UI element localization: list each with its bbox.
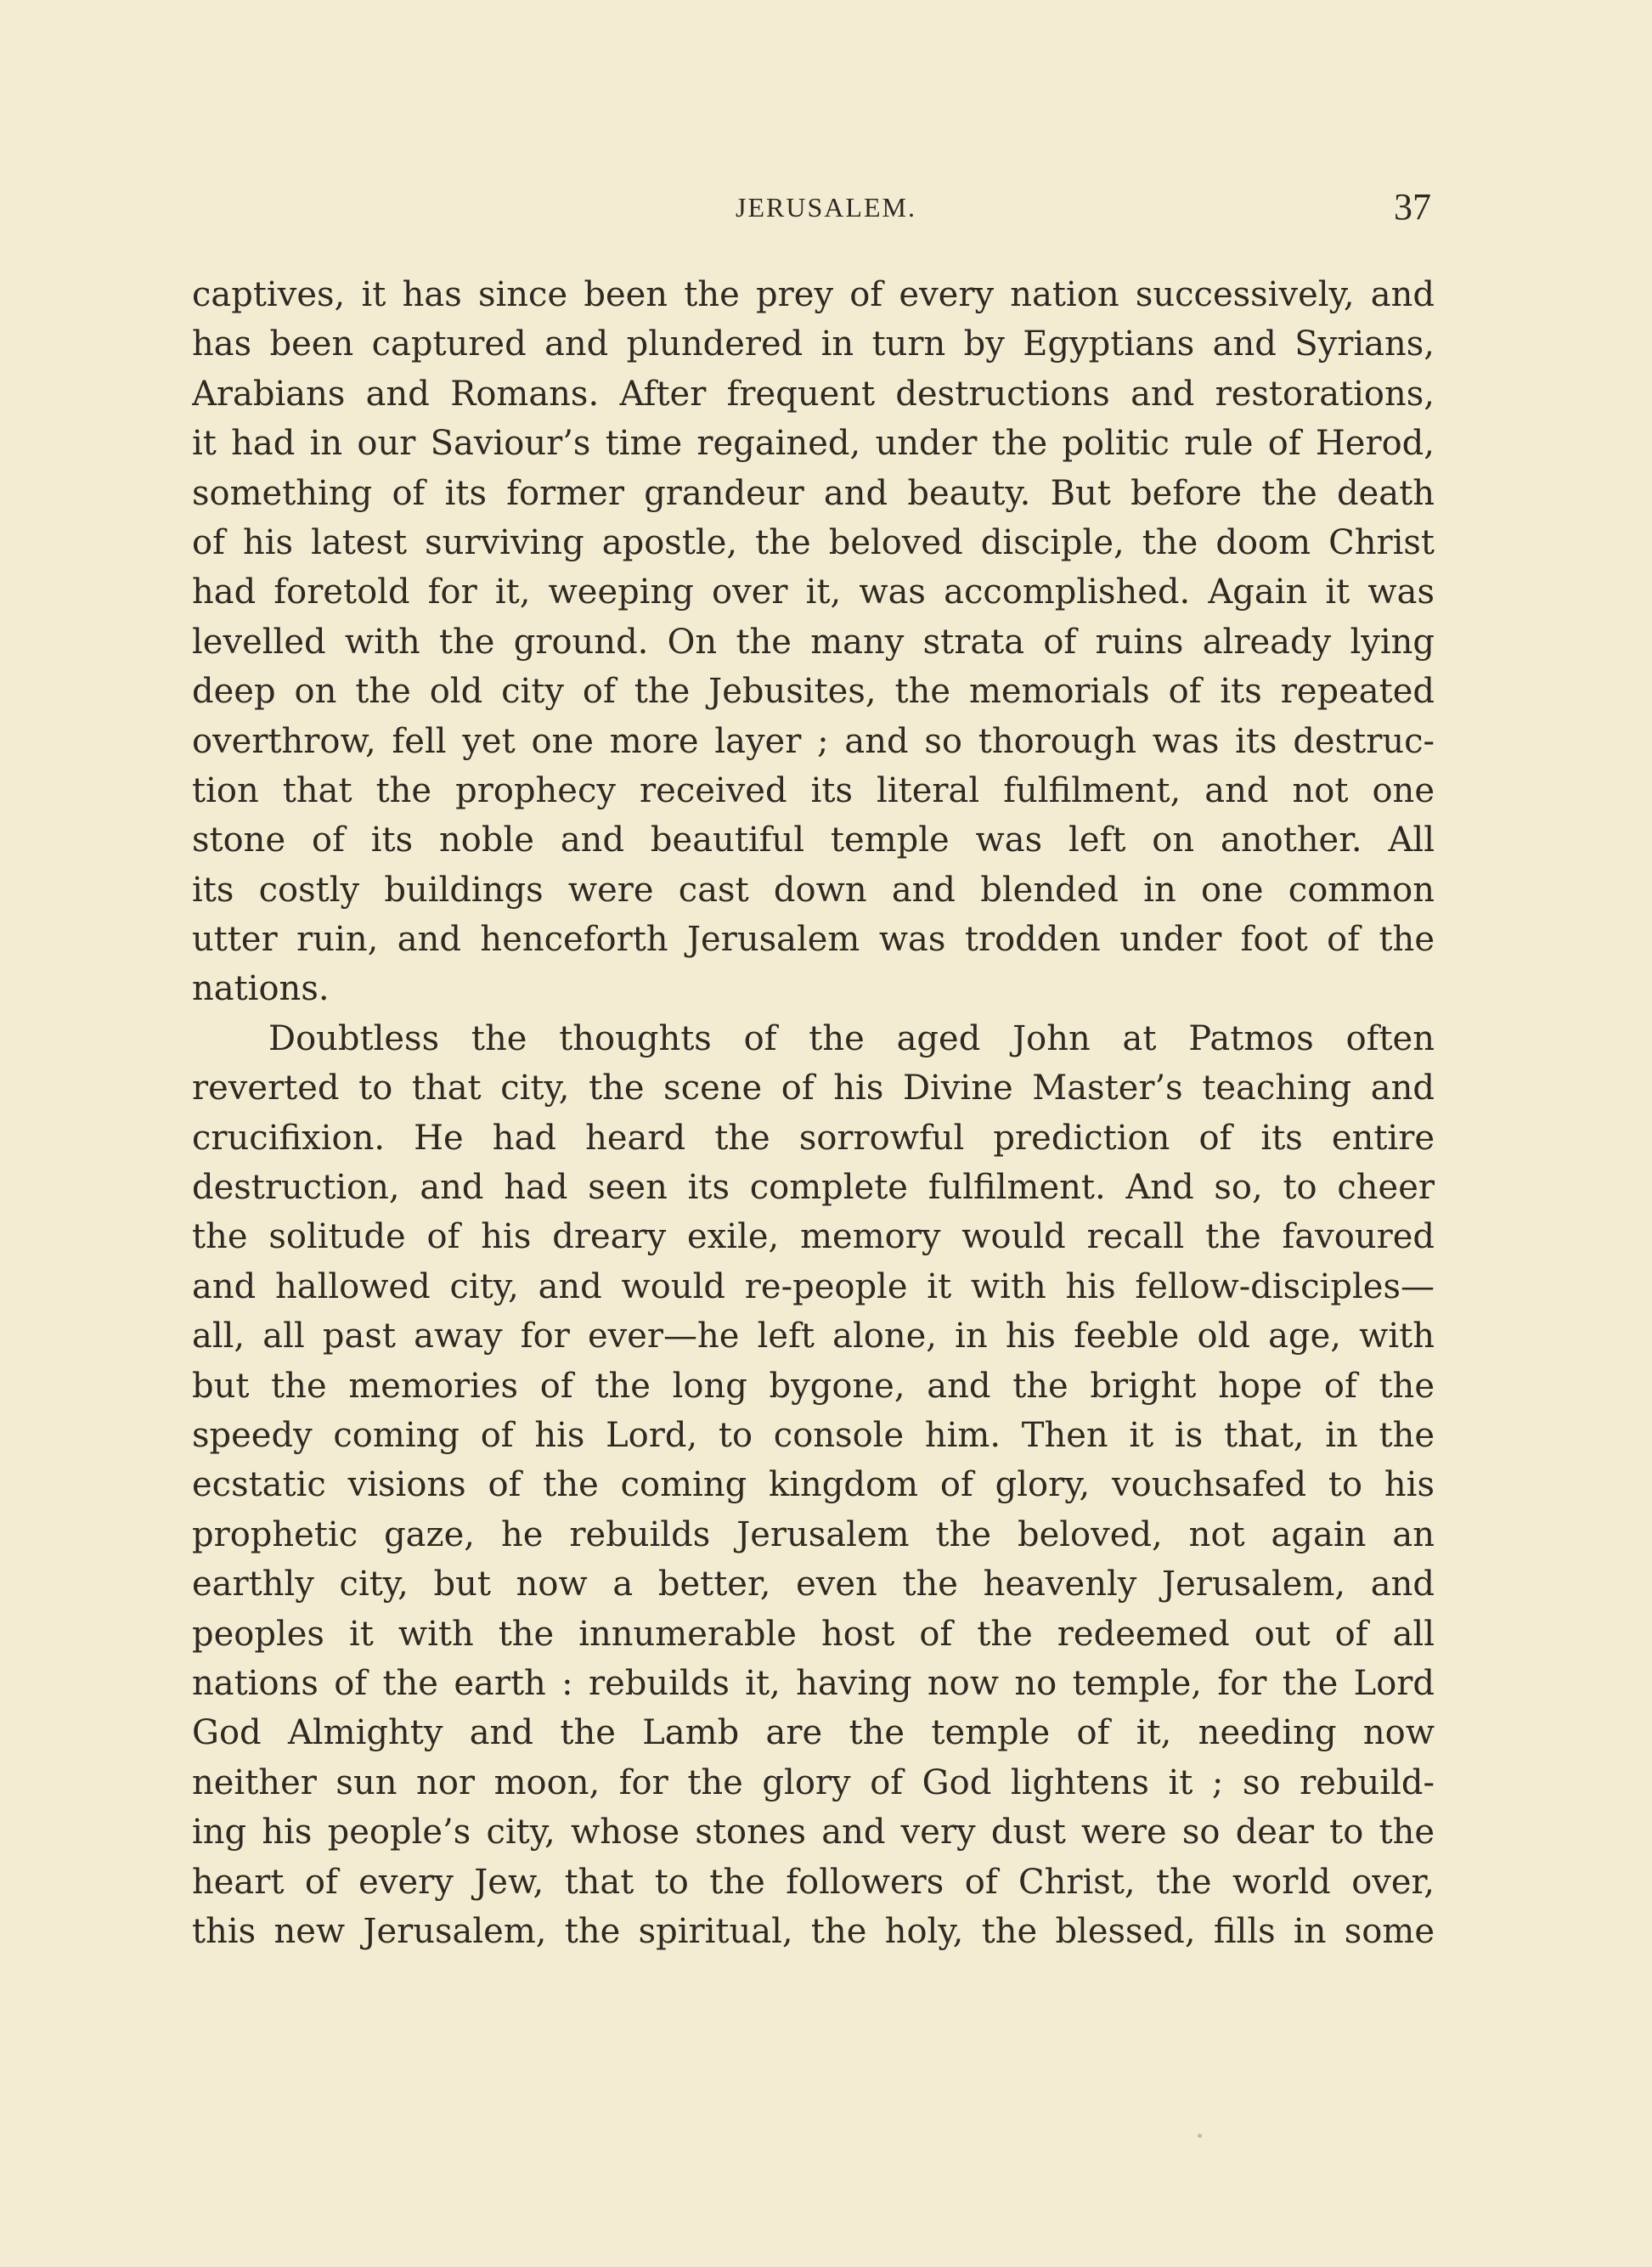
text-line: captives, it has since been the prey of every nation successively, and — [192, 275, 1435, 314]
text-line: crucifixion. He had heard the sorrowful prediction of its entire — [192, 1118, 1435, 1158]
paragraph — [192, 1014, 1435, 1956]
text-line: overthrow, fell yet one more layer ; and so thorough was its destruc- — [192, 721, 1435, 761]
paper-speck — [1198, 2134, 1202, 2138]
text-line: this new Jerusalem, the spiritual, the holy, the blessed, fills in some — [192, 1911, 1435, 1951]
text-line: nations of the earth : rebuilds it, having now no temple, for the Lord — [192, 1663, 1435, 1703]
body-text — [192, 270, 1435, 1956]
text-line: God Almighty and the Lamb are the temple of it, needing now — [192, 1713, 1435, 1753]
text-line: tion that the prophecy received its literal fulfilment, and not one — [192, 770, 1435, 810]
text-line: ecstatic visions of the coming kingdom of glory, vouchsafed to his — [192, 1465, 1435, 1505]
text-line: has been captured and plundered in turn by Egyptians and Syrians, — [192, 324, 1435, 364]
text-line: the solitude of his dreary exile, memory would recall the favoured — [192, 1217, 1435, 1257]
text-line: reverted to that city, the scene of his Divine Master’s teaching and — [192, 1069, 1435, 1108]
text-line: nations. — [192, 969, 330, 1009]
running-title: JERUSALEM. — [736, 192, 916, 223]
text-line: levelled with the ground. On the many strata of ruins already lying — [192, 622, 1435, 662]
text-line: had foretold for it, weeping over it, was accomplished. Again it was — [192, 572, 1435, 612]
paragraph — [192, 270, 1435, 1014]
text-line: prophetic gaze, he rebuilds Jerusalem the beloved, not again an — [192, 1514, 1435, 1554]
text-line: earthly city, but now a better, even the heavenly Jerusalem, and — [192, 1565, 1435, 1604]
text-line: Arabians and Romans. After frequent destructions and restorations, — [192, 374, 1435, 414]
text-line: deep on the old city of the Jebusites, the memorials of its repeated — [192, 672, 1435, 712]
text-line: ing his people’s city, whose stones and very dust were so dear to the — [192, 1813, 1435, 1853]
text-line: but the memories of the long bygone, and the bright hope of the — [192, 1366, 1435, 1406]
text-line: utter ruin, and henceforth Jerusalem was trodden under foot of the — [192, 920, 1435, 960]
text-line: Doubtless the thoughts of the aged John at Patmos often — [268, 1018, 1435, 1058]
text-line: and hallowed city, and would re-people it with his fellow-disciples— — [192, 1266, 1435, 1306]
text-line: speedy coming of his Lord, to console him. Then it is that, in the — [192, 1415, 1435, 1455]
page-number: 37 — [1394, 186, 1431, 228]
text-line: of his latest surviving apostle, the beloved disciple, the doom Christ — [192, 522, 1435, 562]
running-head — [0, 185, 1652, 236]
text-line: destruction, and had seen its complete fulfilment. And so, to cheer — [192, 1168, 1435, 1208]
text-line: all, all past away for ever—he left alone, in his feeble old age, with — [192, 1317, 1435, 1356]
text-line: heart of every Jew, that to the followers of Christ, the world over, — [192, 1862, 1435, 1902]
text-line: something of its former grandeur and beauty. But before the death — [192, 473, 1435, 513]
text-line: its costly buildings were cast down and blended in one common — [192, 870, 1435, 910]
text-line: stone of its noble and beautiful temple was left on another. All — [192, 821, 1435, 860]
text-line: it had in our Saviour’s time regained, under the politic rule of Herod, — [192, 424, 1435, 464]
text-line: peoples it with the innumerable host of the redeemed out of all — [192, 1614, 1435, 1654]
text-line: neither sun nor moon, for the glory of God lightens it ; so rebuild- — [192, 1762, 1435, 1802]
